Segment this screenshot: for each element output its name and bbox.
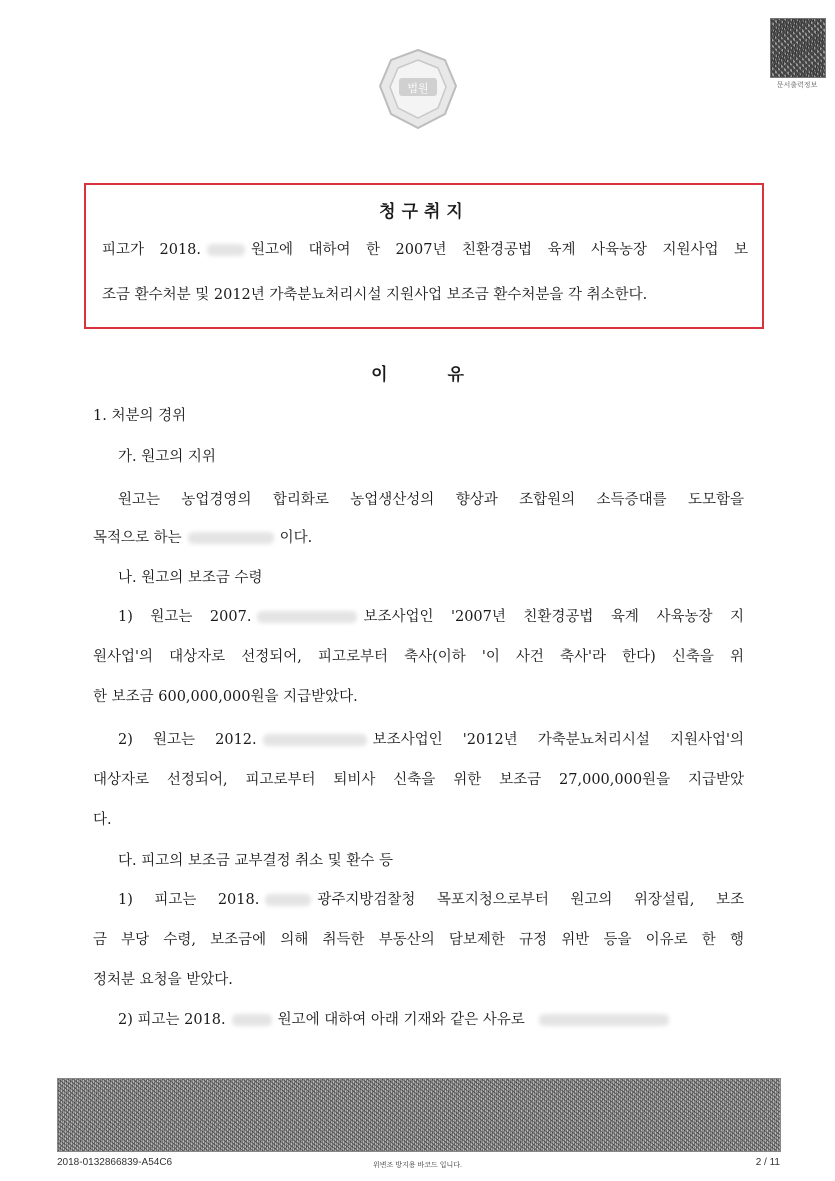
na2-line-3: 다. <box>93 812 112 828</box>
heading-ga: 가. 원고의 지위 <box>118 449 216 465</box>
na1-line-2: 원사업'의 대상자로 선정되어, 피고로부터 축사(이하 '이 사건 축사'라 한다) 신축을 위 <box>93 649 744 665</box>
claim-line-1 <box>102 238 748 259</box>
page-number: 2 / 11 <box>755 1157 780 1168</box>
na1-line1-end: 보조사업인 '2007년 친환경공법 육계 사육농장 지 <box>363 609 744 625</box>
ga-paragraph-line-2 <box>93 526 312 547</box>
claim-box <box>84 183 764 329</box>
heading-na: 나. 원고의 보조금 수령 <box>118 570 263 586</box>
da1-line-2: 금 부당 수령, 보조금에 의해 취득한 부동산의 담보제한 규정 위반 등을 이유로 한 행 <box>93 932 744 948</box>
anti-forgery-barcode <box>57 1078 781 1152</box>
ga-paragraph-line-1: 원고는 농업경영의 합리화로 농업생산성의 향상과 조합원의 소득증대를 도모함을 <box>118 492 744 508</box>
heading-da: 다. 피고의 보조금 교부결정 취소 및 환수 등 <box>118 853 393 869</box>
qr-caption: 문서출력정보 <box>776 81 818 89</box>
court-seal-text: 법원 <box>407 82 429 95</box>
redacted-text <box>265 894 311 906</box>
da1-line-3: 정처분 요청을 받았다. <box>93 972 233 988</box>
redacted-text <box>232 1014 272 1026</box>
claim-line-1-start: 피고가 2018. <box>102 242 202 258</box>
document-id: 2018-0132866839-A54C6 <box>57 1157 173 1168</box>
redacted-text <box>188 532 274 544</box>
claim-title: 청구취지 <box>379 202 469 222</box>
ga-line2-end: 이다. <box>279 530 313 546</box>
da1-line1-end: 광주지방검찰청 목포지청으로부터 원고의 위장설립, 보조 <box>317 892 744 908</box>
ga-line2-start: 목적으로 하는 <box>93 530 182 546</box>
da1-line-1 <box>118 888 744 909</box>
claim-line-2: 조금 환수처분 및 2012년 가축분뇨처리시설 지원사업 보조금 환수처분을 각 취소한다. <box>102 287 648 303</box>
qr-code <box>770 18 826 78</box>
da2-line1-end: 원고에 대하여 아래 기재와 같은 사유로 <box>277 1012 525 1028</box>
reasons-title-char-2: 유 <box>447 365 464 385</box>
na1-line1-start: 1) 원고는 2007. <box>118 609 252 625</box>
na2-line-1 <box>118 728 744 749</box>
na2-line1-end: 보조사업인 '2012년 가축분뇨처리시설 지원사업'의 <box>372 732 744 748</box>
na2-line-2: 대상자로 선정되어, 피고로부터 퇴비사 신축을 위한 보조금 27,000,000원을 지급받았 <box>93 772 744 788</box>
na1-line-1 <box>118 605 744 626</box>
court-seal-logo <box>377 46 459 132</box>
na1-line-3: 한 보조금 600,000,000원을 지급받았다. <box>93 689 358 705</box>
claim-line-1-end: 원고에 대하여 한 2007년 친환경공법 육계 사육농장 지원사업 보 <box>251 242 748 258</box>
reasons-title <box>0 360 835 385</box>
da1-line1-start: 1) 피고는 2018. <box>118 892 260 908</box>
na2-line1-start: 2) 원고는 2012. <box>118 732 257 748</box>
heading-1: 1. 처분의 경위 <box>93 408 187 424</box>
redacted-text <box>207 244 245 256</box>
da2-line-1 <box>118 1008 675 1029</box>
redacted-text <box>257 611 357 623</box>
redacted-text <box>539 1014 669 1026</box>
barcode-notice: 위변조 방지용 바코드 입니다. <box>373 1162 462 1169</box>
da2-line1-start: 2) 피고는 2018. <box>118 1012 226 1028</box>
redacted-text <box>263 734 367 746</box>
reasons-title-char-1: 이 <box>371 365 388 385</box>
